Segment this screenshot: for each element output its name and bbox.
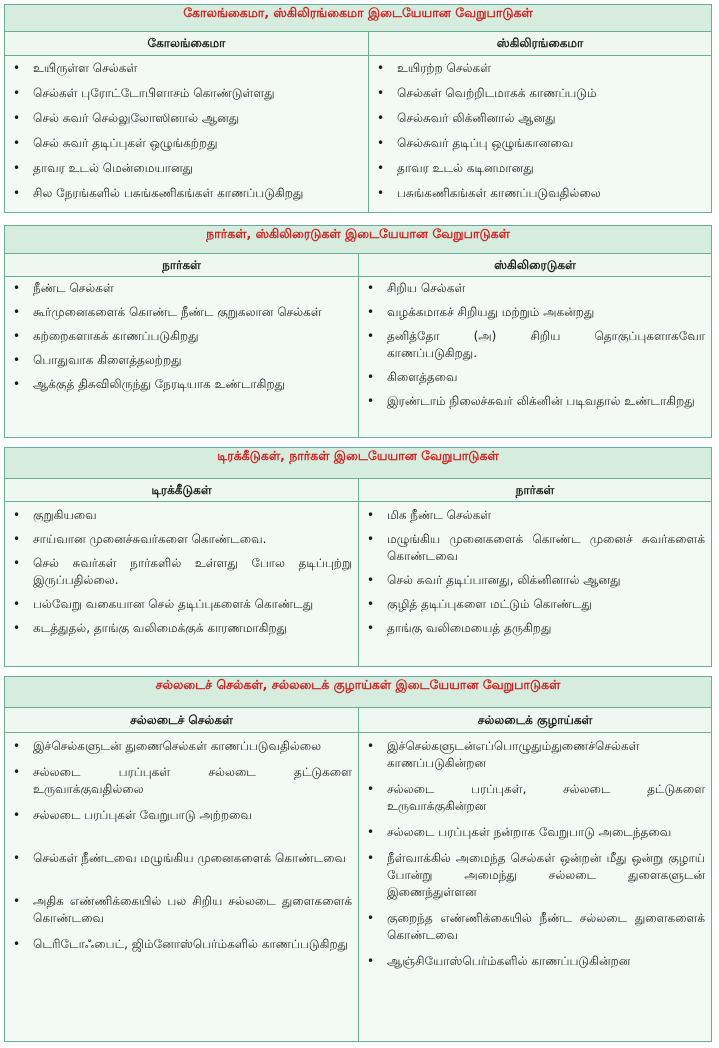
list-item: • கிளைத்தவை: [365, 369, 705, 386]
list-item: • சாய்வான முனைச்சுவர்களை கொண்டவை.: [11, 531, 352, 548]
list-item: • மிக நீண்ட செல்கள்: [365, 507, 705, 524]
list-item: • தாவர உடல் மென்மையானது: [11, 160, 362, 177]
list-item: • செல் சுவர்கள் நார்களில் உள்ளது போல தடிப்புற்று இருப்பதில்லை.: [11, 555, 352, 589]
list-item: • தனித்தோ (அ) சிறிய தொகுப்புகளாகவோ காணப்படுகிறது.: [365, 328, 705, 362]
list-item: • தாங்கு வலிமையைத் தருகிறது: [365, 620, 705, 637]
list-item: • சல்லடை பரப்புகள் சல்லடை தட்டுகளை உருவாக்குவதில்லை: [11, 764, 352, 798]
comparison-table-1: [4, 4, 712, 213]
table-2-left-header: நார்கள்: [5, 254, 359, 277]
comparison-table-2: [4, 225, 712, 438]
list-item: • பொதுவாக கிளைத்தலற்றது: [11, 352, 352, 369]
table-4-left-header: சல்லடைச் செல்கள்: [5, 708, 359, 733]
table-1-right-cell: [369, 56, 712, 213]
table-4-right-header: சல்லடைக் குழாய்கள்: [359, 708, 712, 733]
list-item: • செல் சுவர் தடிப்புகள் ஒழுங்கற்றது: [11, 135, 362, 152]
table-3-left-header: டிரக்கீடுகள்: [5, 479, 359, 502]
table-3-right-cell: [359, 502, 712, 667]
list-item: • வழக்கமாகச் சிறியது மற்றும் அகன்றது: [365, 304, 705, 321]
list-item: • இச்செல்களுடன்எப்பொழுதும்துணைச்செல்கள் காணப்படுகின்றன: [365, 738, 705, 772]
table-2-title: நார்கள், ஸ்கிலிரைடுகள் இடையேயான வேறுபாடுகள்: [5, 226, 712, 254]
list-item: • செல்கள் வெற்றிடமாகக் காணப்படும்: [375, 85, 705, 102]
list-item: • செல்கள் நீண்டவை மழுங்கிய முனைகளைக் கொண்டவை: [11, 850, 352, 867]
list-item: • குழித் தடிப்புகளை மட்டும் கொண்டது: [365, 596, 705, 613]
list-item: • குறுகியவை: [11, 507, 352, 524]
list-item: • கூர்முனைகளைக் கொண்ட நீண்ட குறுகலான செல்கள்: [11, 304, 352, 321]
table-1-left-cell: [5, 56, 369, 213]
table-1-right-header: ஸ்கிலிரங்கைமா: [369, 32, 712, 56]
list-item: • உயிரற்ற செல்கள்: [375, 60, 705, 77]
list-item: • டெரிடோஃபைட், ஜிம்னோஸ்பெர்ம்களில் காணப்படுகிறது: [11, 936, 352, 953]
list-item: • பல்வேறு வகையான செல் தடிப்புகளைக் கொண்டது: [11, 596, 352, 613]
table-4-left-cell: [5, 733, 359, 1042]
list-item: • செல் சுவர் செல்லுலோஸினால் ஆனது: [11, 110, 362, 127]
list-item: • நீண்ட செல்கள்: [11, 280, 352, 297]
table-3-right-header: நார்கள்: [359, 479, 712, 502]
list-item: • இரண்டாம் நிலைச்சுவர் லிக்னின் படிவதால் உண்டாகிறது: [365, 393, 705, 410]
list-item: • செல்கள் புரோட்டோபிளாசம் கொண்டுள்ளது: [11, 85, 362, 102]
list-item: • செல் சுவர் தடிப்பானது, லிக்னினால் ஆனது: [365, 572, 705, 589]
list-item: • ஆக்குத் திசுவிலிருந்து நேரடியாக உண்டாகிறது: [11, 376, 352, 393]
list-item: • செல்சுவர் தடிப்பு ஒழுங்கானவை: [375, 135, 705, 152]
table-3-title: டிரக்கீடுகள், நார்கள் இடையேயான வேறுபாடுகள்: [5, 448, 712, 479]
list-item: • நீள்வாக்கில் அமைந்த செல்கள் ஒன்றன் மீது ஒன்று குழாய் போன்று அமைந்து சல்லடை துளைகளுடன் இணைந்துள்ளன: [365, 850, 705, 901]
list-item: • கடத்துதல், தாங்கு வலிமைக்குக் காரணமாகிறது: [11, 620, 352, 637]
table-4-title: சல்லடைச் செல்கள், சல்லடைக் குழாய்கள் இடையேயான வேறுபாடுகள்: [5, 677, 712, 708]
list-item: • பசுங்கணிகங்கள் காணப்படுவதில்லை: [375, 185, 705, 202]
table-3-left-cell: [5, 502, 359, 667]
list-item: • சில நேரங்களில் பசுங்கணிகங்கள் காணப்படுகிறது: [11, 185, 362, 202]
list-item: • செல்சுவர் லிக்னினால் ஆனது: [375, 110, 705, 127]
table-2-right-cell: [359, 277, 712, 438]
list-item: • ஆஞ்சியோஸ்பெர்ம்களில் காணப்படுகின்றன: [365, 953, 705, 970]
list-item: • சல்லடை பரப்புகள், சல்லடை தட்டுகளை உருவாக்குகின்றன: [365, 781, 705, 815]
list-item: • சிறிய செல்கள்: [365, 280, 705, 297]
list-item: • கற்றைகளாகக் காணப்படுகிறது: [11, 328, 352, 345]
list-item: • சல்லடை பரப்புகள் வேறுபாடு அற்றவை: [11, 807, 352, 824]
list-item: • உயிருள்ள செல்கள்: [11, 60, 362, 77]
list-item: • இச்செல்களுடன் துணைசெல்கள் காணப்படுவதில்லை: [11, 738, 352, 755]
list-item: • அதிக எண்ணிக்கையில் பல சிறிய சல்லடை துளைகளைக் கொண்டவை: [11, 893, 352, 927]
table-4-right-cell: [359, 733, 712, 1042]
comparison-table-3: [4, 447, 712, 667]
list-item: • சல்லடை பரப்புகள் நன்றாக வேறுபாடு அடைந்தவை: [365, 824, 705, 841]
table-2-right-header: ஸ்கிலிரைடுகள்: [359, 254, 712, 277]
comparison-table-4: [4, 676, 712, 1042]
table-1-title: கோலங்கைமா, ஸ்கிலிரங்கைமா இடையேயான வேறுபாடுகள்: [5, 5, 712, 32]
table-2-left-cell: [5, 277, 359, 438]
list-item: • தாவர உடல் கடினமானது: [375, 160, 705, 177]
list-item: • மழுங்கிய முனைகளைக் கொண்ட முனைச் சுவர்களைக் கொண்டவை: [365, 531, 705, 565]
table-1-left-header: கோலங்கைமா: [5, 32, 369, 56]
list-item: • குறைந்த எண்ணிக்கையில் நீண்ட சல்லடை துளைகளைக் கொண்டவை: [365, 910, 705, 944]
